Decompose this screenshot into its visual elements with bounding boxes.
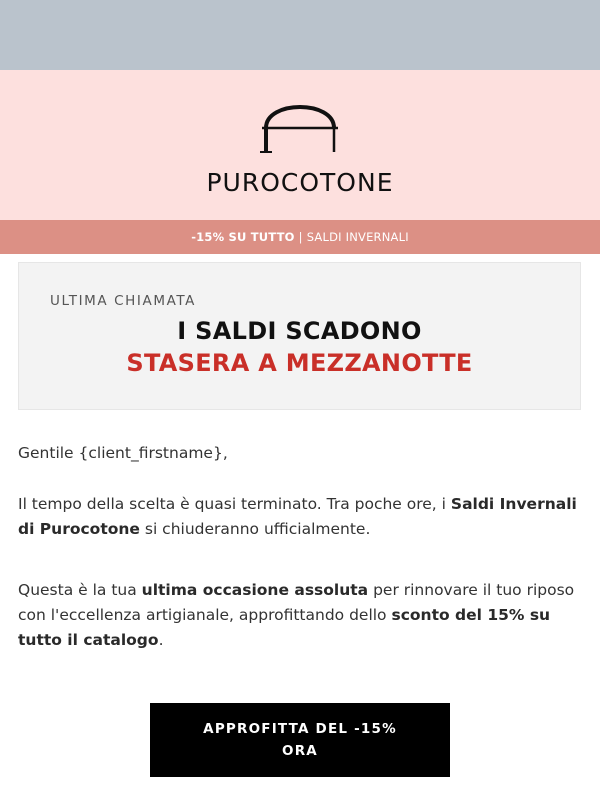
paragraph-offer-text-a: Questa è la tua <box>18 581 142 599</box>
paragraph-intro-bold: Saldi Invernali di Purocotone <box>18 495 577 538</box>
paragraph-intro-text-c: si chiuderanno ufficialmente. <box>139 520 371 538</box>
paragraph-offer-bold-1: ultima occasione assoluta <box>141 581 369 599</box>
purocotone-logo-icon <box>260 96 340 154</box>
brand-name: PUROCOTONE <box>206 168 394 197</box>
top-band <box>0 0 600 70</box>
greeting: Gentile {client_firstname}, <box>18 444 228 462</box>
card-headline-line2: STASERA A MEZZANOTTE <box>126 349 473 377</box>
promo-sale-name: SALDI INVERNALI <box>306 230 409 244</box>
paragraph-offer-bold-2: sconto del 15% su tutto il catalogo <box>18 606 551 649</box>
urgency-card <box>18 262 581 410</box>
promo-bar <box>0 220 600 254</box>
cta-button[interactable]: APPROFITTA DEL -15% ORA <box>150 703 450 777</box>
paragraph-intro <box>18 492 588 542</box>
paragraph-offer-text-c: per rinnovare il tuo riposo con l'eccellenza artigianale, approfittando dello <box>18 581 575 624</box>
email-header <box>0 70 600 220</box>
paragraph-offer-text-e: . <box>158 631 164 649</box>
promo-discount: -15% SU TUTTO <box>191 230 295 244</box>
paragraph-intro-text-a: Il tempo della scelta è quasi terminato. Tra poche ore, i <box>18 495 451 513</box>
card-headline-line1: I SALDI SCADONO <box>177 317 422 345</box>
card-eyebrow: ULTIMA CHIAMATA <box>50 293 197 309</box>
paragraph-offer <box>18 578 588 653</box>
promo-separator: | <box>298 230 303 244</box>
